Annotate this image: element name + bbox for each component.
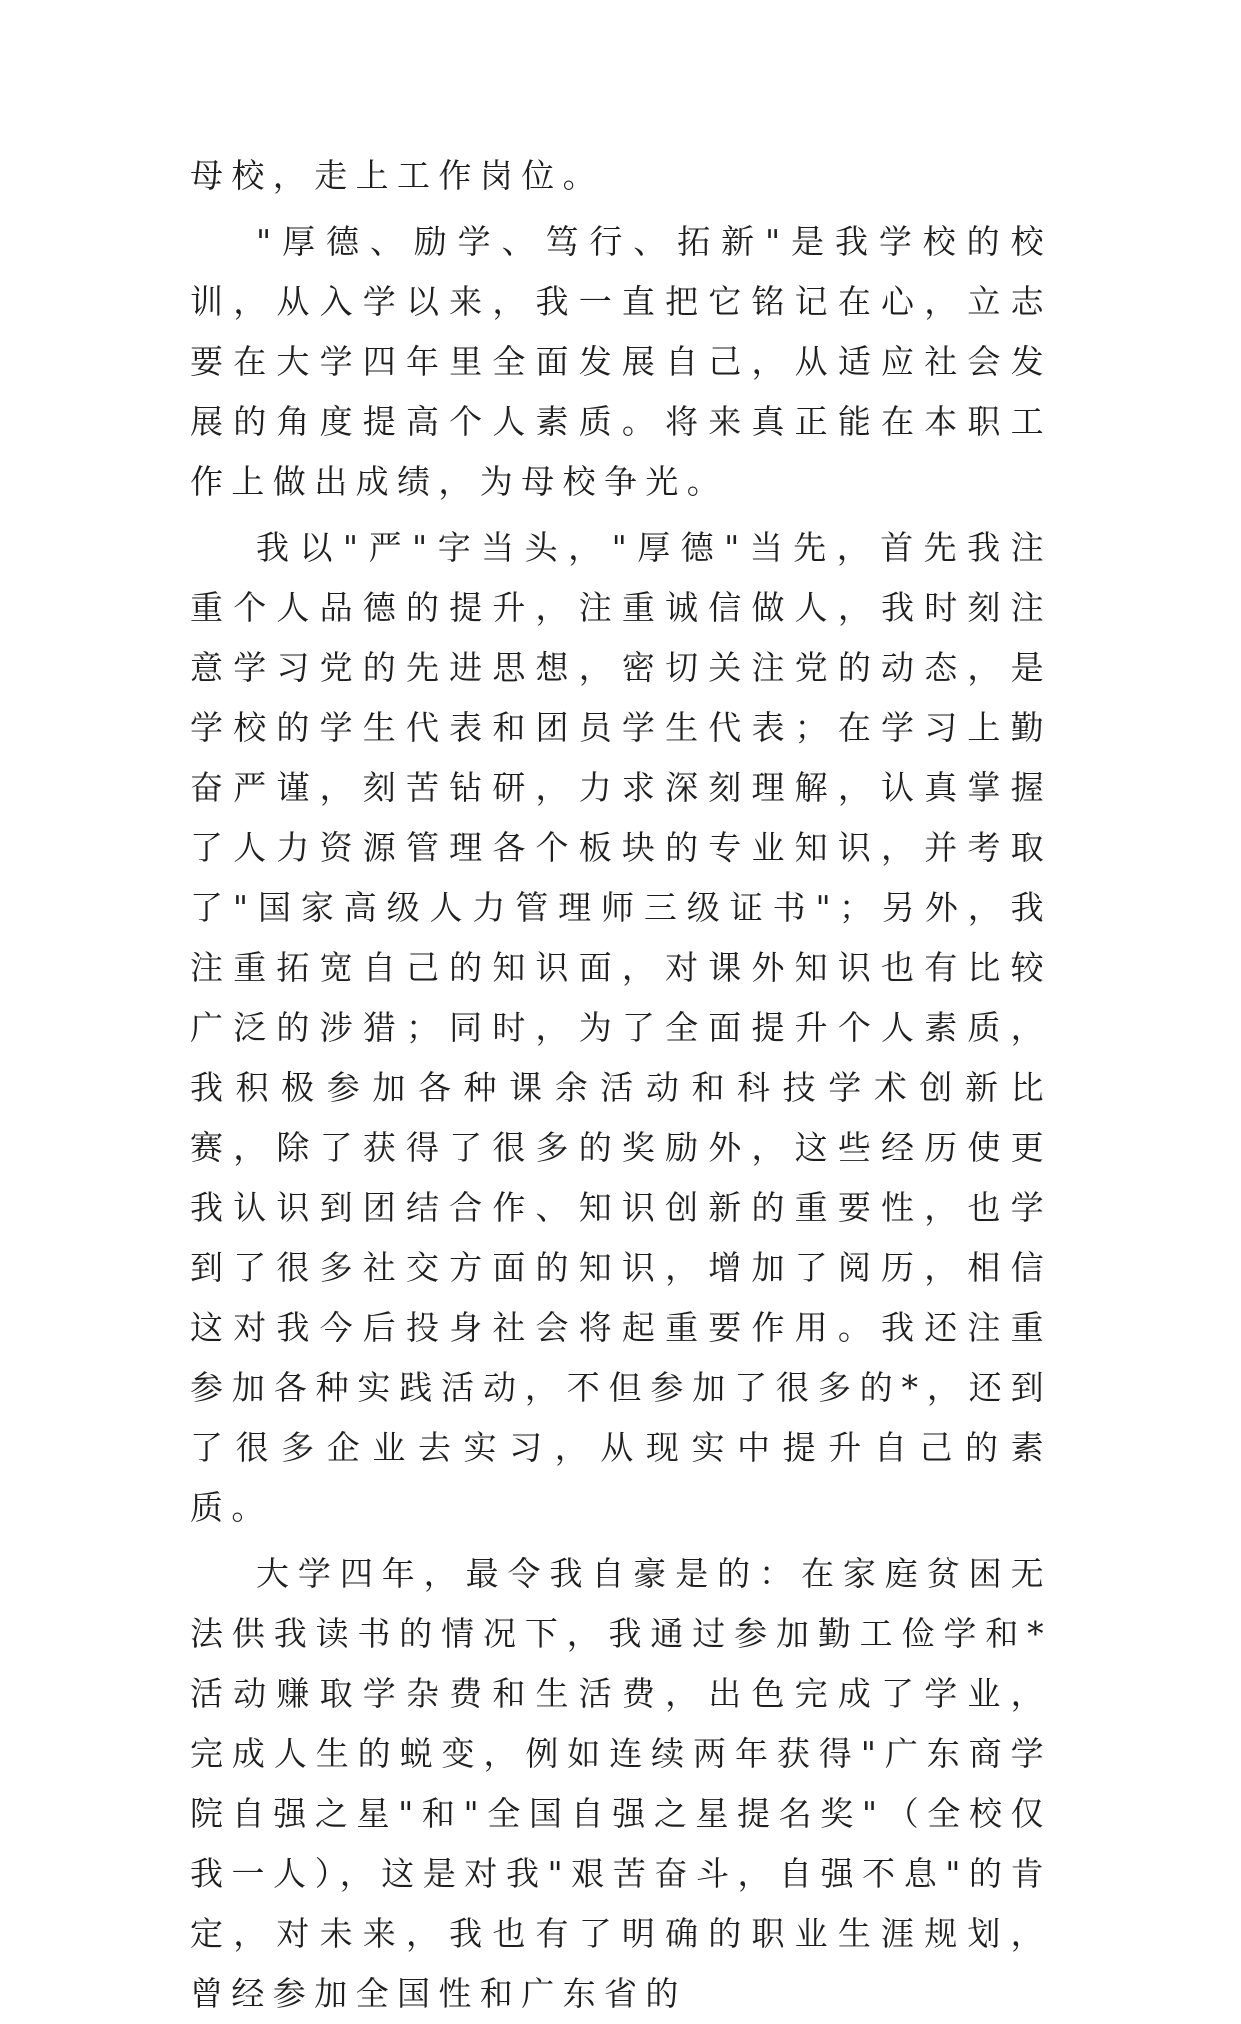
paragraph-proud-achievement: 大学四年，最令我自豪是的：在家庭贫困无法供我读书的情况下，我通过参加勤工俭学和*活动赚取学杂费和生活费，出色完成了学业，完成人生的蜕变，例如连续两年获得"广东商学院自强之星"和"全国自强之星提名奖"（全校仅我一人），这是对我"艰苦奋斗，自强不息"的肯定，对未来，我也有了明确的职业生涯规划，曾经参加全国性和广东省的	[190, 1554, 1052, 2013]
document-body	[190, 146, 1052, 2024]
paragraph-personal-development: 我以"严"字当头，"厚德"当先，首先我注重个人品德的提升，注重诚信做人，我时刻注意学习党的先进思想，密切关注党的动态，是学校的学生代表和团员学生代表；在学习上勤奋严谨，刻苦钻研，力求深刻理解，认真掌握了人力资源管理各个板块的专业知识，并考取了"国家高级人力管理师三级证书"；另外，我注重拓宽自己的知识面，对课外知识也有比较广泛的涉猎；同时，为了全面提升个人素质，我积极参加各种课余活动和科技学术创新比赛，除了获得了很多的奖励外，这些经历使更我认识到团结合作、知识创新的重要性，也学到了很多社交方面的知识，增加了阅历，相信这对我今后投身社会将起重要作用。我还注重参加各种实践活动，不但参加了很多的*，还到了很多企业去实习，从现实中提升自己的素质。	[190, 528, 1052, 1527]
paragraph-continuation: 母校，走上工作岗位。	[190, 156, 604, 195]
paragraph-school-motto: "厚德、励学、笃行、拓新"是我学校的校训，从入学以来，我一直把它铭记在心，立志要在大学四年里全面发展自己，从适应社会发展的角度提高个人素质。将来真正能在本职工作上做出成绩，为母校争光。	[190, 222, 1052, 501]
